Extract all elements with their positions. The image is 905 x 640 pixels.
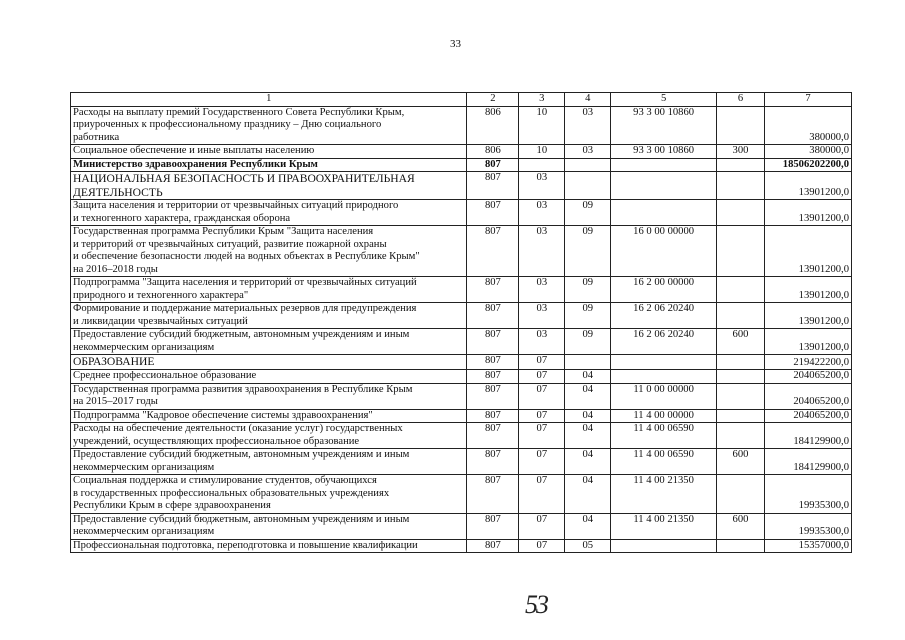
section-code-cell: 03 bbox=[519, 277, 565, 303]
target-article-cell: 16 2 06 20240 bbox=[611, 329, 717, 355]
description-cell: Предоставление субсидий бюджетным, автономным учреждениям и иным некоммерческим организациям bbox=[71, 513, 467, 539]
table-row bbox=[71, 355, 852, 370]
amount-cell: 184129900,0 bbox=[764, 423, 851, 449]
subsection-code-cell bbox=[565, 355, 611, 370]
description-cell: Социальная поддержка и стимулирование студентов, обучающихся в государственных профессиональных образовательных учреждениях Республики Крым в сфере здравоохранения bbox=[71, 475, 467, 514]
table-row bbox=[71, 539, 852, 553]
description-cell: Защита населения и территории от чрезвычайных ситуаций природного и техногенного характера, гражданская оборона bbox=[71, 200, 467, 226]
expense-type-cell bbox=[717, 355, 765, 370]
ministry-code-cell: 807 bbox=[467, 370, 519, 384]
subsection-code-cell: 04 bbox=[565, 423, 611, 449]
expense-type-cell bbox=[717, 370, 765, 384]
ministry-code-cell: 806 bbox=[467, 145, 519, 159]
section-code-cell: 07 bbox=[519, 423, 565, 449]
expense-type-cell: 600 bbox=[717, 513, 765, 539]
amount-cell: 204065200,0 bbox=[764, 409, 851, 423]
amount-cell: 13901200,0 bbox=[764, 303, 851, 329]
table-row bbox=[71, 329, 852, 355]
target-article-cell bbox=[611, 539, 717, 553]
amount-cell: 380000,0 bbox=[764, 145, 851, 159]
table-row bbox=[71, 106, 852, 145]
expense-type-cell bbox=[717, 409, 765, 423]
target-article-cell bbox=[611, 172, 717, 200]
subsection-code-cell: 04 bbox=[565, 383, 611, 409]
target-article-cell bbox=[611, 355, 717, 370]
amount-cell: 13901200,0 bbox=[764, 277, 851, 303]
subsection-code-cell bbox=[565, 158, 611, 172]
expense-type-cell: 600 bbox=[717, 449, 765, 475]
section-code-cell: 07 bbox=[519, 539, 565, 553]
column-header: 4 bbox=[565, 93, 611, 107]
target-article-cell bbox=[611, 370, 717, 384]
ministry-code-cell: 807 bbox=[467, 475, 519, 514]
target-article-cell: 11 0 00 00000 bbox=[611, 383, 717, 409]
page-number: 33 bbox=[450, 38, 461, 50]
handwritten-page-mark: 53 bbox=[525, 590, 547, 619]
subsection-code-cell: 04 bbox=[565, 370, 611, 384]
table-row bbox=[71, 172, 852, 200]
target-article-cell: 11 4 00 21350 bbox=[611, 475, 717, 514]
ministry-code-cell: 807 bbox=[467, 303, 519, 329]
ministry-code-cell: 807 bbox=[467, 423, 519, 449]
amount-cell: 184129900,0 bbox=[764, 449, 851, 475]
description-cell: Министерство здравоохранения Республики Крым bbox=[71, 158, 467, 172]
subsection-code-cell: 04 bbox=[565, 449, 611, 475]
amount-cell: 204065200,0 bbox=[764, 370, 851, 384]
amount-cell: 13901200,0 bbox=[764, 329, 851, 355]
expense-type-cell bbox=[717, 226, 765, 277]
subsection-code-cell: 09 bbox=[565, 277, 611, 303]
expense-type-cell bbox=[717, 303, 765, 329]
section-code-cell: 07 bbox=[519, 355, 565, 370]
amount-cell: 13901200,0 bbox=[764, 226, 851, 277]
section-code-cell: 07 bbox=[519, 513, 565, 539]
ministry-code-cell: 807 bbox=[467, 172, 519, 200]
expense-type-cell: 300 bbox=[717, 145, 765, 159]
ministry-code-cell: 807 bbox=[467, 513, 519, 539]
description-cell: ОБРАЗОВАНИЕ bbox=[71, 355, 467, 370]
ministry-code-cell: 807 bbox=[467, 409, 519, 423]
subsection-code-cell: 09 bbox=[565, 200, 611, 226]
table-row bbox=[71, 200, 852, 226]
budget-table bbox=[70, 92, 852, 553]
description-cell: Социальное обеспечение и иные выплаты населению bbox=[71, 145, 467, 159]
target-article-cell: 11 4 00 21350 bbox=[611, 513, 717, 539]
amount-cell: 13901200,0 bbox=[764, 172, 851, 200]
description-cell: Предоставление субсидий бюджетным, автономным учреждениям и иным некоммерческим организациям bbox=[71, 449, 467, 475]
section-code-cell: 10 bbox=[519, 106, 565, 145]
expense-type-cell bbox=[717, 539, 765, 553]
expense-type-cell bbox=[717, 106, 765, 145]
target-article-cell: 11 4 00 06590 bbox=[611, 423, 717, 449]
ministry-code-cell: 807 bbox=[467, 329, 519, 355]
ministry-code-cell: 807 bbox=[467, 449, 519, 475]
subsection-code-cell: 04 bbox=[565, 475, 611, 514]
section-code-cell: 03 bbox=[519, 172, 565, 200]
section-code-cell: 03 bbox=[519, 329, 565, 355]
target-article-cell: 11 4 00 00000 bbox=[611, 409, 717, 423]
table-row bbox=[71, 423, 852, 449]
column-header: 1 bbox=[71, 93, 467, 107]
expense-type-cell bbox=[717, 277, 765, 303]
target-article-cell bbox=[611, 200, 717, 226]
column-header: 2 bbox=[467, 93, 519, 107]
subsection-code-cell bbox=[565, 172, 611, 200]
table-body bbox=[71, 106, 852, 553]
table-row bbox=[71, 145, 852, 159]
amount-cell: 19935300,0 bbox=[764, 513, 851, 539]
amount-cell: 204065200,0 bbox=[764, 383, 851, 409]
target-article-cell: 16 2 06 20240 bbox=[611, 303, 717, 329]
section-code-cell: 07 bbox=[519, 409, 565, 423]
expense-type-cell bbox=[717, 158, 765, 172]
table-row bbox=[71, 409, 852, 423]
ministry-code-cell: 807 bbox=[467, 200, 519, 226]
section-code-cell: 03 bbox=[519, 226, 565, 277]
ministry-code-cell: 807 bbox=[467, 158, 519, 172]
table-row bbox=[71, 226, 852, 277]
target-article-cell bbox=[611, 158, 717, 172]
expense-type-cell bbox=[717, 423, 765, 449]
description-cell: Профессиональная подготовка, переподготовка и повышение квалификации bbox=[71, 539, 467, 553]
section-code-cell: 03 bbox=[519, 303, 565, 329]
subsection-code-cell: 09 bbox=[565, 303, 611, 329]
section-code-cell: 07 bbox=[519, 370, 565, 384]
table-row bbox=[71, 449, 852, 475]
ministry-code-cell: 807 bbox=[467, 383, 519, 409]
table-row bbox=[71, 158, 852, 172]
expense-type-cell: 600 bbox=[717, 329, 765, 355]
table-row bbox=[71, 277, 852, 303]
target-article-cell: 11 4 00 06590 bbox=[611, 449, 717, 475]
subsection-code-cell: 05 bbox=[565, 539, 611, 553]
table-header-row bbox=[71, 93, 852, 107]
description-cell: Расходы на обеспечение деятельности (оказание услуг) государственных учреждений, осуществляющих профессиональное образование bbox=[71, 423, 467, 449]
description-cell: НАЦИОНАЛЬНАЯ БЕЗОПАСНОСТЬ И ПРАВООХРАНИТЕЛЬНАЯ ДЕЯТЕЛЬНОСТЬ bbox=[71, 172, 467, 200]
table-row bbox=[71, 370, 852, 384]
target-article-cell: 93 3 00 10860 bbox=[611, 145, 717, 159]
column-header: 5 bbox=[611, 93, 717, 107]
description-cell: Государственная программа Республики Крым "Защита населения и территорий от чрезвычайных ситуаций, развитие пожарной охраны и обеспечение безопасности людей на водных объектах в Республике Крым" на 2016–2018 годы bbox=[71, 226, 467, 277]
expense-type-cell bbox=[717, 200, 765, 226]
amount-cell: 15357000,0 bbox=[764, 539, 851, 553]
section-code-cell: 03 bbox=[519, 200, 565, 226]
description-cell: Подпрограмма "Кадровое обеспечение системы здравоохранения" bbox=[71, 409, 467, 423]
column-header: 3 bbox=[519, 93, 565, 107]
expense-type-cell bbox=[717, 383, 765, 409]
amount-cell: 13901200,0 bbox=[764, 200, 851, 226]
column-header: 6 bbox=[717, 93, 765, 107]
table-row bbox=[71, 303, 852, 329]
section-code-cell: 07 bbox=[519, 449, 565, 475]
subsection-code-cell: 09 bbox=[565, 329, 611, 355]
ministry-code-cell: 807 bbox=[467, 355, 519, 370]
subsection-code-cell: 03 bbox=[565, 106, 611, 145]
table-row bbox=[71, 383, 852, 409]
section-code-cell: 07 bbox=[519, 475, 565, 514]
ministry-code-cell: 807 bbox=[467, 539, 519, 553]
subsection-code-cell: 09 bbox=[565, 226, 611, 277]
expense-type-cell bbox=[717, 172, 765, 200]
description-cell: Подпрограмма "Защита населения и территорий от чрезвычайных ситуаций природного и техногенного характера" bbox=[71, 277, 467, 303]
table-row bbox=[71, 513, 852, 539]
subsection-code-cell: 04 bbox=[565, 513, 611, 539]
column-header: 7 bbox=[764, 93, 851, 107]
description-cell: Формирование и поддержание материальных резервов для предупреждения и ликвидации чрезвычайных ситуаций bbox=[71, 303, 467, 329]
target-article-cell: 93 3 00 10860 bbox=[611, 106, 717, 145]
ministry-code-cell: 806 bbox=[467, 106, 519, 145]
amount-cell: 380000,0 bbox=[764, 106, 851, 145]
target-article-cell: 16 2 00 00000 bbox=[611, 277, 717, 303]
subsection-code-cell: 04 bbox=[565, 409, 611, 423]
description-cell: Среднее профессиональное образование bbox=[71, 370, 467, 384]
ministry-code-cell: 807 bbox=[467, 277, 519, 303]
description-cell: Предоставление субсидий бюджетным, автономным учреждениям и иным некоммерческим организациям bbox=[71, 329, 467, 355]
section-code-cell: 10 bbox=[519, 145, 565, 159]
amount-cell: 19935300,0 bbox=[764, 475, 851, 514]
amount-cell: 219422200,0 bbox=[764, 355, 851, 370]
ministry-code-cell: 807 bbox=[467, 226, 519, 277]
section-code-cell: 07 bbox=[519, 383, 565, 409]
subsection-code-cell: 03 bbox=[565, 145, 611, 159]
target-article-cell: 16 0 00 00000 bbox=[611, 226, 717, 277]
description-cell: Расходы на выплату премий Государственного Совета Республики Крым, приуроченных к профессиональному празднику – Дню социального работника bbox=[71, 106, 467, 145]
table-row bbox=[71, 475, 852, 514]
expense-type-cell bbox=[717, 475, 765, 514]
section-code-cell bbox=[519, 158, 565, 172]
description-cell: Государственная программа развития здравоохранения в Республике Крым на 2015–2017 годы bbox=[71, 383, 467, 409]
amount-cell: 18506202200,0 bbox=[764, 158, 851, 172]
